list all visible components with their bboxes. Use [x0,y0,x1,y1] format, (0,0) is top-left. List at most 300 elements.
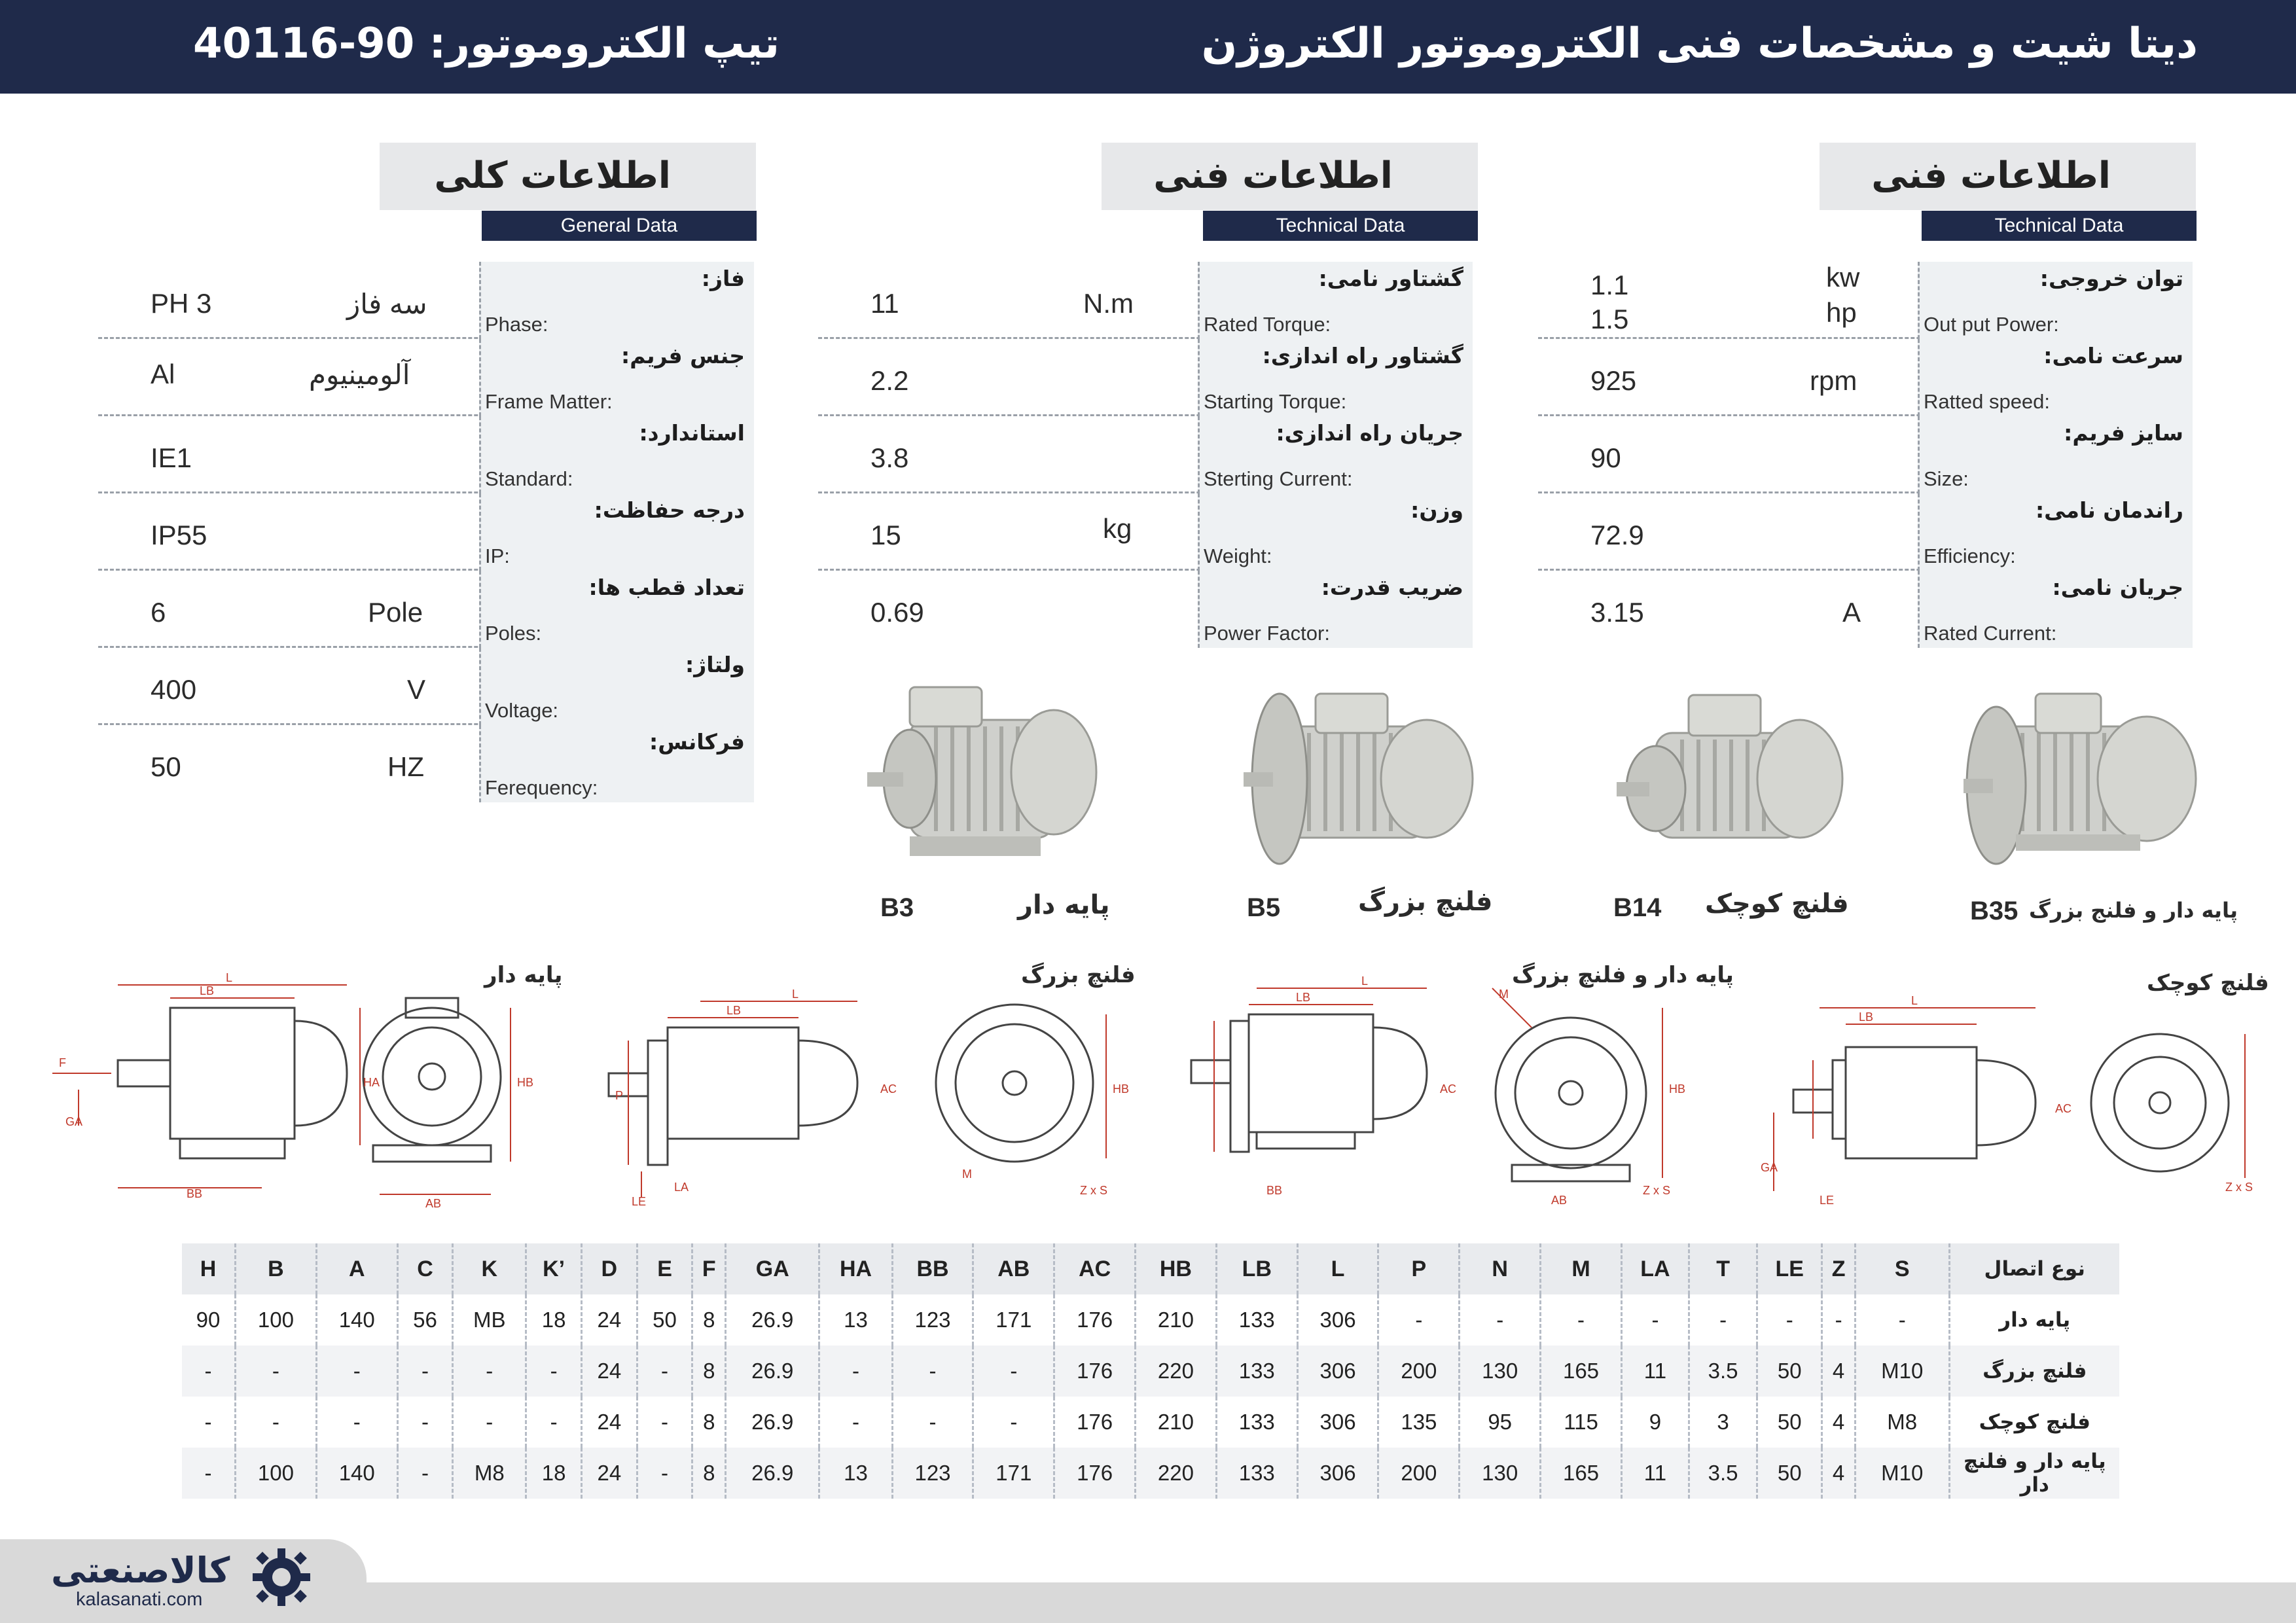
spec-row [1538,416,2193,493]
spec-value: 15 [870,520,901,550]
spec-unit: rpm [1810,365,1857,396]
svg-text:AB: AB [425,1197,442,1210]
dimension-cell: 24 [581,1294,637,1346]
dimension-row [182,1346,2119,1397]
general-subtitle: General Data [482,211,757,241]
dimension-cell: - [453,1346,526,1397]
svg-text:GA: GA [1761,1161,1778,1174]
spec-label-fa: جریان نامی: [2052,575,2183,600]
svg-text:AC: AC [2055,1102,2072,1115]
dimension-cell: - [1855,1294,1949,1346]
drawing-foot-mounted [39,969,563,1217]
dimension-cell: - [637,1346,692,1397]
dimension-cell: 11 [1621,1346,1689,1397]
dimension-cell: 171 [973,1448,1054,1499]
spec-label [479,416,754,493]
svg-text:LE: LE [632,1195,647,1208]
dimension-cell: 176 [1054,1448,1136,1499]
spec-unit: Pole [368,597,423,628]
spec-value-2: 1.5 [1590,304,1629,334]
spec-value: 90 [1590,442,1621,473]
dimension-col-header: Z [1822,1243,1856,1294]
spec-label [1198,339,1473,416]
technical-b-subtitle: Technical Data [1203,211,1478,241]
dimension-row-label: فلنچ کوچک [1949,1397,2119,1448]
dimension-cell: 176 [1054,1346,1136,1397]
dimension-cell: - [236,1346,317,1397]
spec-value: 6 [151,597,166,628]
dimension-cell: - [316,1346,397,1397]
dimension-table [182,1243,2119,1499]
spec-unit: A [1842,597,1861,628]
spec-label-en: Ratted speed: [1924,390,2051,413]
dimension-cell: 220 [1136,1346,1217,1397]
svg-text:AB: AB [1551,1194,1568,1207]
dimension-cell: 220 [1136,1448,1217,1499]
dimension-col-header: L [1297,1243,1378,1294]
spec-value: 400 [151,674,197,705]
dimension-cell: - [1621,1294,1689,1346]
dimension-cell: - [397,1346,453,1397]
svg-text:P: P [615,1089,624,1102]
dimension-col-header: E [637,1243,692,1294]
dimension-col-header: D [581,1243,637,1294]
dimension-cell: 50 [1757,1448,1822,1499]
spec-label [1198,571,1473,648]
dimension-cell: 26.9 [726,1448,819,1499]
dimension-row-header: نوع اتصال [1949,1243,2119,1294]
dimension-cell: - [1689,1294,1757,1346]
dimension-cell: 90 [196,1308,221,1332]
spec-row [818,416,1473,493]
dimension-cell: 165 [1541,1448,1622,1499]
dimension-cell: 56 [397,1294,453,1346]
spec-label-en: Sterting Current: [1204,467,1353,490]
svg-text:Z x S: Z x S [1643,1184,1671,1197]
dimension-cell: 13 [819,1448,892,1499]
dimension-cell: 140 [316,1448,397,1499]
spec-value: 3.15 [1590,597,1644,628]
mount-name: فلنچ بزرگ [1358,887,1493,917]
spec-label-fa: جنس فریم: [621,343,745,368]
header-bar [0,0,2296,94]
dimension-cell: 95 [1460,1397,1541,1448]
spec-row [818,339,1473,416]
brand-name: کالاصنعتی [51,1550,230,1591]
dimension-cell: - [182,1448,236,1499]
svg-text:BB: BB [187,1187,203,1200]
dimension-cell: MB [453,1294,526,1346]
spec-value: 3.8 [870,442,909,473]
svg-text:LA: LA [674,1181,689,1194]
svg-text:LE: LE [1820,1194,1835,1207]
dimension-col-header: LB [1216,1243,1297,1294]
technical-a-table [1538,262,2193,648]
dimension-cell: 24 [581,1346,637,1397]
spec-label [1198,262,1473,339]
spec-label-en: Standard: [485,467,573,490]
dimension-cell: 165 [1541,1346,1622,1397]
spec-label [479,648,754,725]
motor-type: تیپ الکتروموتور: 90-40116 [193,20,780,68]
spec-value: IP55 [151,520,207,550]
dimension-col-header: P [1378,1243,1460,1294]
dimension-col-header: BB [892,1243,973,1294]
brand-website[interactable]: kalasanati.com [76,1589,203,1610]
spec-label-en: Phase: [485,313,548,336]
svg-text:L: L [1911,994,1918,1007]
spec-label [479,571,754,648]
dimension-cell: 24 [581,1448,637,1499]
mount-code: B14 [1613,893,1662,922]
dimension-cell: 306 [1297,1294,1378,1346]
drawing-small-flange [1702,975,2265,1217]
motor-photo-b14 [1610,681,1846,877]
dimension-cell: - [1460,1294,1541,1346]
dimension-col-header: H [182,1243,236,1294]
spec-label-fa: درجه حفاظت: [594,497,745,523]
spec-row [818,262,1473,339]
svg-text:LB: LB [1859,1010,1874,1024]
motor-photo-b35 [1964,681,2199,877]
spec-value: 11 [870,288,899,319]
svg-text:Z x S: Z x S [1080,1184,1108,1197]
dimension-col-header: F [692,1243,726,1294]
dimension-cell: 3.5 [1689,1448,1757,1499]
technical-b-heading [1102,143,1478,210]
spec-unit: kg [1103,513,1132,544]
dimension-cell: - [316,1397,397,1448]
dimension-cell: 100 [236,1448,317,1499]
spec-label-fa: توان خروجی: [2039,266,2183,291]
dimension-cell: - [819,1346,892,1397]
technical-a-heading [1820,143,2196,210]
dimension-cell: - [397,1397,453,1448]
svg-text:HB: HB [517,1076,534,1089]
drawing-title: فلنچ کوچک [2147,970,2269,996]
dimension-cell: 8 [692,1346,726,1397]
dimension-cell: 8 [692,1448,726,1499]
spec-row [98,725,754,802]
dimension-cell: 4 [1822,1397,1856,1448]
dimension-col-header: K’ [526,1243,582,1294]
spec-unit-2: hp [1826,297,1857,328]
spec-row [1538,493,2193,571]
spec-label [1918,571,2193,648]
dimension-cell: - [973,1346,1054,1397]
dimension-cell: - [526,1397,582,1448]
page-title: دیتا شیت و مشخصات فنی الکتروموتور الکتروژن [1201,20,2198,68]
spec-unit: N.m [1083,288,1134,319]
dimension-cell: 133 [1216,1448,1297,1499]
svg-text:M: M [1499,988,1509,1001]
spec-value: PH 3 [151,288,212,319]
dimension-cell: 24 [581,1397,637,1448]
general-table [98,262,754,802]
spec-row [98,339,754,416]
svg-text:GA: GA [65,1115,83,1128]
spec-row [1538,262,2193,339]
svg-text:M: M [962,1168,972,1181]
dimension-cell: 4 [1822,1448,1856,1499]
dimension-col-header: K [453,1243,526,1294]
dimension-row-label: پایه دار [1949,1294,2119,1346]
spec-label-fa: گشتاور راه اندازی: [1262,343,1463,368]
dimension-cell: 130 [1460,1346,1541,1397]
spec-value: 0.69 [870,597,924,628]
spec-label-en: Rated Current: [1924,622,2057,645]
svg-text:HB: HB [1113,1082,1130,1096]
spec-label-fa: وزن: [1410,497,1463,523]
spec-label-en: Efficiency: [1924,544,2016,567]
spec-label [479,493,754,571]
mount-name: فلنچ کوچک [1705,889,1849,919]
dimension-cell: 210 [1136,1294,1217,1346]
dimension-cell: 306 [1297,1448,1378,1499]
dimension-cell: - [1822,1294,1856,1346]
dimension-cell: - [637,1448,692,1499]
dimension-cell: - [1757,1294,1822,1346]
spec-label [1918,262,2193,339]
spec-label-en: Size: [1924,467,1969,490]
svg-text:AC: AC [880,1082,897,1096]
dimension-row [182,1397,2119,1448]
svg-text:LB: LB [200,984,215,997]
dimension-cell: 11 [1621,1448,1689,1499]
spec-label [479,725,754,802]
dimension-cell: - [1541,1294,1622,1346]
dimension-cell: 200 [1378,1448,1460,1499]
dimension-col-header: GA [726,1243,819,1294]
general-heading [380,143,756,210]
svg-text:LB: LB [1296,991,1311,1004]
dimension-col-header: C [397,1243,453,1294]
spec-label [1198,493,1473,571]
spec-label-fa: گشتاور نامی: [1318,266,1463,291]
dimension-col-header: B [236,1243,317,1294]
spec-label [1918,339,2193,416]
svg-text:L: L [792,988,799,1001]
dimension-cell: 3 [1689,1397,1757,1448]
spec-value: 50 [151,751,181,782]
dimension-cell: 9 [1621,1397,1689,1448]
dimension-cell: - [236,1397,317,1448]
spec-label-en: Rated Torque: [1204,313,1331,336]
mount-name: پایه دار [1018,890,1110,920]
dimension-cell: M8 [1855,1397,1949,1448]
dimension-cell: 26.9 [726,1346,819,1397]
spec-row [818,493,1473,571]
general-title: اطلاعات کلی [434,154,671,197]
dimension-cell: - [397,1448,453,1499]
spec-label [1918,416,2193,493]
drawing-large-flange [569,969,1158,1217]
dimension-cell: M10 [1855,1448,1949,1499]
dimension-cell: 140 [316,1294,397,1346]
spec-label-fa: راندمان نامی: [2035,497,2183,523]
dimension-cell: M10 [1855,1346,1949,1397]
dimension-cell: 306 [1297,1346,1378,1397]
dimension-cell: 50 [1757,1397,1822,1448]
spec-label-en: Power Factor: [1204,622,1330,645]
dimension-cell: 123 [892,1448,973,1499]
dimension-cell: 135 [1378,1397,1460,1448]
dimension-cell: - [204,1410,212,1434]
spec-label-fa: جریان راه اندازی: [1276,420,1463,446]
dimension-table-body [182,1294,2119,1499]
dimension-col-header: LA [1621,1243,1689,1294]
spec-value: 72.9 [1590,520,1644,550]
spec-label-fa: فاز: [701,266,745,291]
dimension-cell: 100 [236,1294,317,1346]
spec-row [1538,571,2193,648]
dimension-cell: 50 [637,1294,692,1346]
spec-row [818,571,1473,648]
drawing-foot-and-flange [1165,969,1689,1217]
dimension-cell: - [892,1397,973,1448]
spec-label-fa: تعداد قطب ها: [588,575,745,600]
mount-code: B35 [1970,897,2018,925]
svg-text:Z x S: Z x S [2225,1181,2253,1194]
drawing-title: پایه دار و فلنچ بزرگ [1512,962,1734,988]
dimension-col-header: AC [1054,1243,1136,1294]
dimension-cell: 123 [892,1294,973,1346]
spec-unit: HZ [387,751,424,782]
dimension-cell: 8 [692,1397,726,1448]
spec-value: IE1 [151,442,192,473]
spec-value: Al [151,359,175,389]
dimension-cell: 4 [1822,1346,1856,1397]
drawing-title: پایه دار [484,962,563,988]
svg-text:L: L [226,971,233,984]
dimension-cell: 50 [1757,1346,1822,1397]
spec-label-en: Starting Torque: [1204,390,1347,413]
dimension-cell: - [526,1346,582,1397]
svg-text:AC: AC [1440,1082,1457,1096]
dimension-cell: - [182,1346,236,1397]
spec-label-en: Weight: [1204,544,1272,567]
dimension-cell: 115 [1541,1397,1622,1448]
dimension-cell: 8 [692,1294,726,1346]
spec-value: 925 [1590,365,1637,396]
spec-label [479,339,754,416]
dimension-col-header: A [316,1243,397,1294]
spec-row [98,493,754,571]
dimension-col-header: HB [1136,1243,1217,1294]
spec-unit: V [407,674,426,705]
mount-code: B5 [1247,893,1281,922]
svg-text:L: L [1361,974,1369,988]
dimension-row-label: پایه دار و فلنچ دار [1949,1448,2119,1499]
spec-row [98,262,754,339]
svg-text:HA: HA [363,1076,380,1089]
dimension-cell: - [892,1346,973,1397]
dimension-row [182,1294,2119,1346]
spec-label-en: Frame Matter: [485,390,613,413]
spec-label-fa: سایز فریم: [2064,420,2183,446]
motor-photo-b5 [1244,681,1479,877]
dimension-cell: 171 [973,1294,1054,1346]
drawing-title: فلنچ بزرگ [1021,962,1136,988]
dimension-col-header: T [1689,1243,1757,1294]
motor-photo-b3 [864,681,1100,877]
spec-label [479,262,754,339]
spec-unit: kw [1826,262,1860,293]
dimension-header-row [182,1243,2119,1294]
mount-name: پایه دار و فلنج بزرگ [2029,898,2238,923]
spec-unit: آلومینیوم [309,359,410,390]
spec-row [98,571,754,648]
svg-text:BB: BB [1266,1184,1283,1197]
dimension-col-header: LE [1757,1243,1822,1294]
spec-label-fa: ولتاژ: [685,652,745,677]
dimension-cell: - [1378,1294,1460,1346]
dimension-cell: - [453,1397,526,1448]
dimension-cell: 133 [1216,1294,1297,1346]
spec-label-en: Out put Power: [1924,313,2059,336]
spec-label-fa: ضریب قدرت: [1321,575,1463,600]
technical-b-table [818,262,1473,648]
spec-value: 1.1 [1590,270,1629,300]
spec-label-fa: سرعت نامی: [2043,343,2183,368]
dimension-cell: - [973,1397,1054,1448]
dimension-row-label: فلنچ بزرگ [1949,1346,2119,1397]
dimension-cell: 13 [819,1294,892,1346]
spec-row [98,648,754,725]
mount-code: B3 [880,893,914,922]
svg-text:LB: LB [726,1004,742,1017]
technical-a-subtitle: Technical Data [1922,211,2197,241]
dimension-col-header: S [1855,1243,1949,1294]
dimension-cell: 176 [1054,1397,1136,1448]
dimension-row [182,1448,2119,1499]
spec-row [98,416,754,493]
spec-unit: سه فاز [347,289,427,319]
dimension-cell: - [819,1397,892,1448]
dimension-cell: M8 [453,1448,526,1499]
spec-label-fa: فرکانس: [649,729,745,755]
dimension-cell: 26.9 [726,1397,819,1448]
dimension-cell: 133 [1216,1397,1297,1448]
dimension-cell: 133 [1216,1346,1297,1397]
technical-a-title: اطلاعات فنی [1871,154,2111,197]
dimension-cell: - [637,1397,692,1448]
dimension-cell: 176 [1054,1294,1136,1346]
dimension-cell: 306 [1297,1397,1378,1448]
dimension-col-header: N [1460,1243,1541,1294]
dimension-col-header: AB [973,1243,1054,1294]
spec-label-en: Ferequency: [485,776,598,799]
gear-logo-icon [249,1544,314,1610]
dimension-cell: 3.5 [1689,1346,1757,1397]
spec-label-en: Poles: [485,622,542,645]
dimension-cell: 26.9 [726,1294,819,1346]
spec-label-en: Voltage: [485,699,559,722]
dimension-cell: 200 [1378,1346,1460,1397]
spec-label-en: IP: [485,544,510,567]
spec-label [1198,416,1473,493]
dimension-col-header: M [1541,1243,1622,1294]
dimension-cell: 130 [1460,1448,1541,1499]
dimension-cell: 18 [526,1294,582,1346]
dimension-cell: 18 [526,1448,582,1499]
svg-text:HB: HB [1669,1082,1686,1096]
spec-label [1918,493,2193,571]
dimension-col-header: HA [819,1243,892,1294]
technical-b-title: اطلاعات فنی [1153,154,1393,197]
svg-text:F: F [59,1056,66,1069]
dimension-cell: 210 [1136,1397,1217,1448]
